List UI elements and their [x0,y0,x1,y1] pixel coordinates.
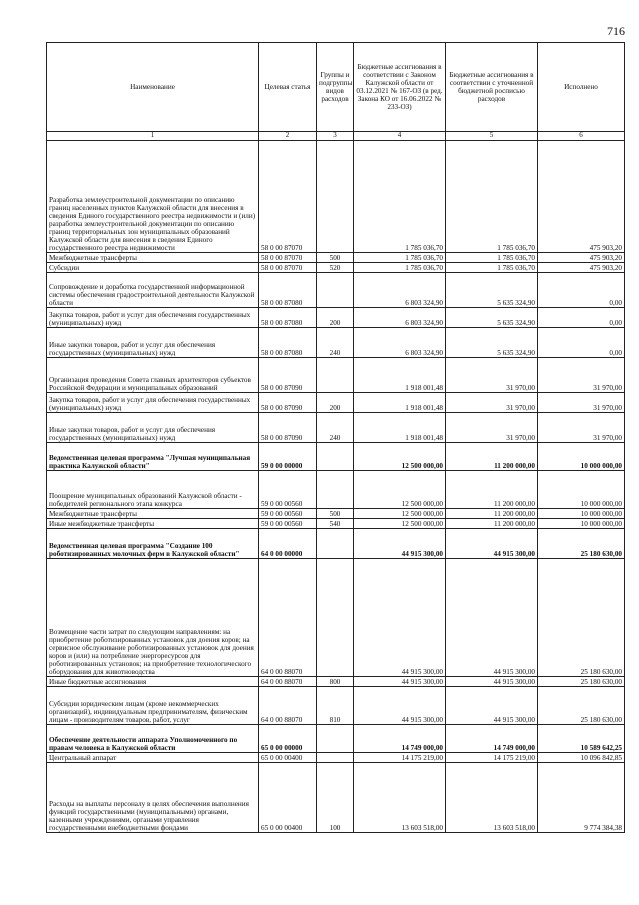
row-law-allocation: 6 803 324,90 [354,273,446,308]
row-refined-allocation: 31 970,00 [446,413,538,443]
row-code: 64 0 00 88070 [259,559,317,677]
row-law-allocation: 6 803 324,90 [354,308,446,328]
row-name: Возмещение части затрат по следующим направлениям: на приобретение роботизированных установок для доения коров; на сервисное обслуживание роботизированных установок для доения коров и (или) на потребление энергоресурсов для роботизированных установок; на приобретение технологического оборудования для животноводства [47,559,259,677]
table-row [47,687,625,725]
table-row [47,509,625,519]
row-executed: 25 180 630,00 [538,529,625,559]
row-law-allocation: 1 785 036,70 [354,253,446,263]
row-executed: 0,00 [538,328,625,358]
row-name: Закупка товаров, работ и услуг для обеспечения государственных (муниципальных) нужд [47,308,259,328]
row-law-allocation: 12 500 000,00 [354,471,446,509]
row-executed: 10 000 000,00 [538,509,625,519]
row-code: 58 0 00 87080 [259,308,317,328]
row-executed: 10 000 000,00 [538,519,625,529]
row-executed: 31 970,00 [538,393,625,413]
row-group [317,141,354,253]
row-refined-allocation: 31 970,00 [446,393,538,413]
row-executed: 10 589 642,25 [538,725,625,753]
row-law-allocation: 1 918 001,48 [354,413,446,443]
row-code: 58 0 00 87080 [259,328,317,358]
row-law-allocation: 12 500 000,00 [354,443,446,471]
row-code: 59 0 00 00560 [259,471,317,509]
row-group [317,273,354,308]
column-number: 6 [538,132,625,141]
row-refined-allocation: 5 635 324,90 [446,328,538,358]
row-refined-allocation: 11 200 000,00 [446,443,538,471]
row-group: 810 [317,687,354,725]
row-group [317,725,354,753]
row-group: 200 [317,393,354,413]
column-numbers-row [47,132,625,141]
row-group [317,358,354,393]
column-header-name: Наименование [47,43,259,132]
table-row [47,529,625,559]
row-code: 59 0 00 00560 [259,519,317,529]
row-code: 59 0 00 00560 [259,509,317,519]
row-executed: 25 180 630,00 [538,687,625,725]
row-name: Организация проведения Совета главных архитекторов субъектов Российской Федерации и муниципальных образований [47,358,259,393]
column-header-refined-allocation: Бюджетные ассигнования в соответствии с уточненной бюджетной росписью расходов [446,43,538,132]
row-group: 100 [317,763,354,833]
row-group [317,529,354,559]
row-law-allocation: 1 785 036,70 [354,263,446,273]
table-row [47,328,625,358]
row-refined-allocation: 14 749 000,00 [446,725,538,753]
table-row [47,308,625,328]
row-refined-allocation: 44 915 300,00 [446,559,538,677]
row-code: 64 0 00 88070 [259,687,317,725]
column-header-code: Целевая статья [259,43,317,132]
row-name: Межбюджетные трансферты [47,509,259,519]
row-group: 500 [317,253,354,263]
row-code: 58 0 00 87080 [259,273,317,308]
table-row [47,443,625,471]
row-refined-allocation: 31 970,00 [446,358,538,393]
row-refined-allocation: 5 635 324,90 [446,273,538,308]
row-code: 58 0 00 87090 [259,413,317,443]
row-executed: 0,00 [538,308,625,328]
row-executed: 31 970,00 [538,358,625,393]
table-row [47,763,625,833]
row-law-allocation: 1 918 001,48 [354,358,446,393]
column-number: 1 [47,132,259,141]
row-name: Иные закупки товаров, работ и услуг для обеспечения государственных (муниципальных) нужд [47,413,259,443]
row-group: 540 [317,519,354,529]
row-group: 200 [317,308,354,328]
row-name: Разработка землеустроительной документации по описанию границ населенных пунктов Калужской области для внесения в сведения Единого государственного реестра недвижимости и (или) разработка землеустроительной документации по описанию границ территориальных зон муниципальных образований Калужской области для внесения в сведения Единого государственного реестра недвижимости [47,141,259,253]
row-code: 65 0 00 00400 [259,763,317,833]
column-number: 5 [446,132,538,141]
row-code: 58 0 00 87070 [259,263,317,273]
table-row [47,559,625,677]
row-name: Ведомственная целевая программа "Создание 100 роботизированных молочных ферм в Калужской области" [47,529,259,559]
row-refined-allocation: 1 785 036,70 [446,141,538,253]
row-executed: 475 903,20 [538,263,625,273]
row-law-allocation: 12 500 000,00 [354,519,446,529]
row-law-allocation: 13 603 518,00 [354,763,446,833]
row-code: 65 0 00 00400 [259,753,317,763]
row-refined-allocation: 44 915 300,00 [446,529,538,559]
row-executed: 475 903,20 [538,253,625,263]
table-row [47,358,625,393]
row-executed: 10 000 000,00 [538,443,625,471]
row-law-allocation: 44 915 300,00 [354,687,446,725]
row-law-allocation: 14 749 000,00 [354,725,446,753]
row-refined-allocation: 11 200 000,00 [446,471,538,509]
row-executed: 10 096 842,85 [538,753,625,763]
row-code: 64 0 00 88070 [259,677,317,687]
table-row [47,677,625,687]
row-refined-allocation: 1 785 036,70 [446,263,538,273]
row-group: 240 [317,328,354,358]
row-refined-allocation: 11 200 000,00 [446,519,538,529]
row-name: Закупка товаров, работ и услуг для обеспечения государственных (муниципальных) нужд [47,393,259,413]
row-name: Иные бюджетные ассигнования [47,677,259,687]
column-header-executed: Исполнено [538,43,625,132]
row-name: Межбюджетные трансферты [47,253,259,263]
row-executed: 25 180 630,00 [538,559,625,677]
table-row [47,253,625,263]
row-executed: 10 000 000,00 [538,471,625,509]
column-number: 4 [354,132,446,141]
row-code: 58 0 00 87090 [259,393,317,413]
row-name: Иные межбюджетные трансферты [47,519,259,529]
row-executed: 31 970,00 [538,413,625,443]
row-refined-allocation: 1 785 036,70 [446,253,538,263]
row-name: Расходы на выплаты персоналу в целях обеспечения выполнения функций государственными (муниципальными) органами, казенными учреждениями, органами управления государственными внебюджетными фондами [47,763,259,833]
row-group [317,753,354,763]
row-group [317,443,354,471]
row-law-allocation: 44 915 300,00 [354,677,446,687]
page-number: 716 [607,24,625,38]
budget-table [46,42,625,833]
row-refined-allocation: 44 915 300,00 [446,677,538,687]
row-name: Центральный аппарат [47,753,259,763]
row-code: 59 0 00 00000 [259,443,317,471]
table-row [47,393,625,413]
table-row [47,413,625,443]
row-law-allocation: 14 175 219,00 [354,753,446,763]
table-row [47,753,625,763]
row-law-allocation: 1 918 001,48 [354,393,446,413]
row-group [317,559,354,677]
row-name: Обеспечение деятельности аппарата Уполномоченного по правам человека в Калужской области [47,725,259,753]
table-row [47,725,625,753]
row-code: 65 0 00 00000 [259,725,317,753]
column-header-group: Группы и подгруппы видов расходов [317,43,354,132]
table-row [47,471,625,509]
table-row [47,141,625,253]
column-header-law-allocation: Бюджетные ассигнования в соответствии с Законом Калужской области от 03.12.2021 № 167-ОЗ (в ред. Закона КО от 16.06.2022 № 233-ОЗ) [354,43,446,132]
row-law-allocation: 44 915 300,00 [354,529,446,559]
row-executed: 475 903,20 [538,141,625,253]
table-row [47,519,625,529]
table-row [47,273,625,308]
row-law-allocation: 12 500 000,00 [354,509,446,519]
row-group: 240 [317,413,354,443]
row-code: 58 0 00 87070 [259,253,317,263]
row-group: 800 [317,677,354,687]
row-name: Ведомственная целевая программа "Лучшая муниципальная практика Калужской области" [47,443,259,471]
row-name: Иные закупки товаров, работ и услуг для обеспечения государственных (муниципальных) нужд [47,328,259,358]
row-executed: 9 774 384,38 [538,763,625,833]
row-name: Поощрение муниципальных образований Калужской области - победителей регионального этапа конкурса [47,471,259,509]
row-refined-allocation: 13 603 518,00 [446,763,538,833]
row-executed: 0,00 [538,273,625,308]
row-code: 64 0 00 00000 [259,529,317,559]
row-refined-allocation: 5 635 324,90 [446,308,538,328]
row-executed: 25 180 630,00 [538,677,625,687]
row-refined-allocation: 14 175 219,00 [446,753,538,763]
row-refined-allocation: 44 915 300,00 [446,687,538,725]
table-row [47,263,625,273]
column-number: 3 [317,132,354,141]
row-law-allocation: 44 915 300,00 [354,559,446,677]
row-group [317,471,354,509]
row-code: 58 0 00 87070 [259,141,317,253]
row-refined-allocation: 11 200 000,00 [446,509,538,519]
row-name: Субсидии юридическим лицам (кроме некоммерческих организаций), индивидуальным предпринимателям, физическим лицам - производителям товаров, работ, услуг [47,687,259,725]
row-group: 500 [317,509,354,519]
row-name: Сопровождение и доработка государственной информационной системы обеспечения градостроительной деятельности Калужской области [47,273,259,308]
row-name: Субсидии [47,263,259,273]
row-code: 58 0 00 87090 [259,358,317,393]
row-law-allocation: 1 785 036,70 [354,141,446,253]
row-law-allocation: 6 803 324,90 [354,328,446,358]
table-header-row [47,43,625,132]
column-number: 2 [259,132,317,141]
row-group: 520 [317,263,354,273]
